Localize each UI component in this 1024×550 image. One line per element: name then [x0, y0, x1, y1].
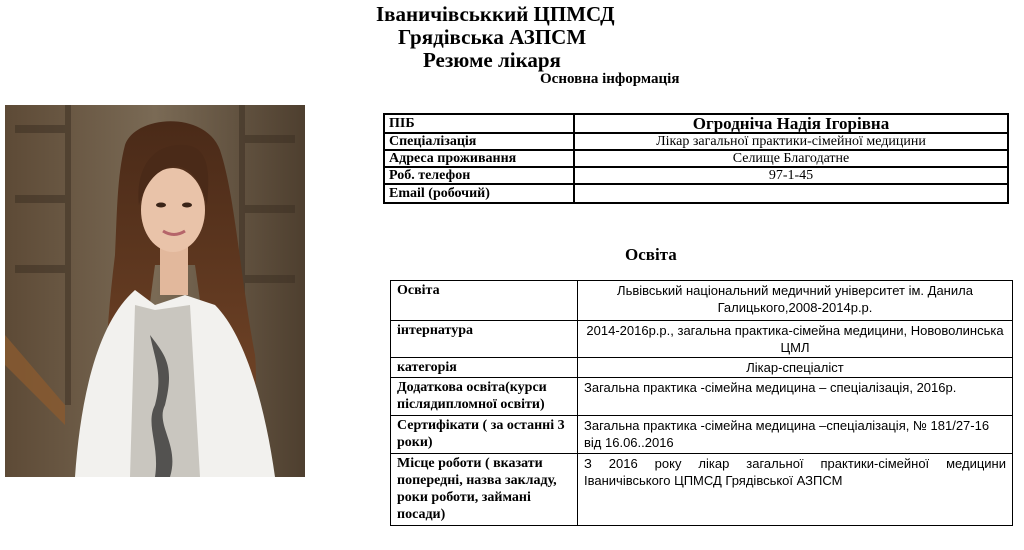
workplace-value: З 2016 року лікар загальної практики-сімейної медицини Іваничівського ЦПМСД Грядівської АЗПСМ [578, 454, 1013, 526]
work-phone-label: Роб. телефон [384, 167, 574, 184]
basic-info-heading: Основна інформація [540, 71, 680, 87]
resume-title: Резюме лікаря [423, 48, 561, 72]
table-row [384, 133, 1008, 150]
education-label: Освіта [391, 281, 578, 321]
internship-label: інтернатура [391, 321, 578, 358]
education-value: Львівський національний медичний університет ім. Данила Галицького,2008-2014р.р. [578, 281, 1013, 321]
table-row [384, 167, 1008, 184]
basic-info-table [383, 113, 1009, 204]
workplace-label: Місце роботи ( вказати попередні, назва закладу, роки роботи, займані посади) [391, 454, 578, 526]
clinic-name: Іваничівськкий ЦПМСД [376, 2, 615, 26]
full-name-label: ПІБ [384, 114, 574, 133]
category-label: категорія [391, 358, 578, 378]
table-row [384, 114, 1008, 133]
specialization-label: Спеціалізація [384, 133, 574, 150]
table-row [384, 150, 1008, 167]
internship-value: 2014-2016р.р., загальна практика-сімейна медицини, Нововолинська ЦМЛ [578, 321, 1013, 358]
table-row [384, 184, 1008, 203]
education-table [390, 280, 1013, 526]
education-heading: Освіта [625, 245, 677, 264]
table-row [391, 321, 1013, 358]
address-value: Селище Благодатне [574, 150, 1008, 167]
email-label: Email (робочий) [384, 184, 574, 203]
table-row [391, 281, 1013, 321]
additional-education-value: Загальна практика -сімейна медицина – спеціалізація, 2016р. [578, 378, 1013, 416]
doctor-photo [5, 105, 305, 477]
category-value: Лікар-спеціаліст [578, 358, 1013, 378]
additional-education-label: Додаткова освіта(курси післядипломної освіти) [391, 378, 578, 416]
table-row [391, 378, 1013, 416]
certificates-value: Загальна практика -сімейна медицина –спеціалізація, № 181/27-16 від 16.06..2016 [578, 416, 1013, 454]
ambulatory-name: Грядівська АЗПСМ [398, 25, 587, 49]
specialization-value: Лікар загальної практики-сімейної медицини [574, 133, 1008, 150]
work-phone-value: 97-1-45 [574, 167, 1008, 184]
table-row [391, 416, 1013, 454]
email-value [574, 184, 1008, 203]
full-name-value: Огродніча Надія Ігорівна [574, 114, 1008, 133]
table-row [391, 358, 1013, 378]
address-label: Адреса проживання [384, 150, 574, 167]
certificates-label: Сертифікати ( за останні 3 роки) [391, 416, 578, 454]
table-row [391, 454, 1013, 526]
